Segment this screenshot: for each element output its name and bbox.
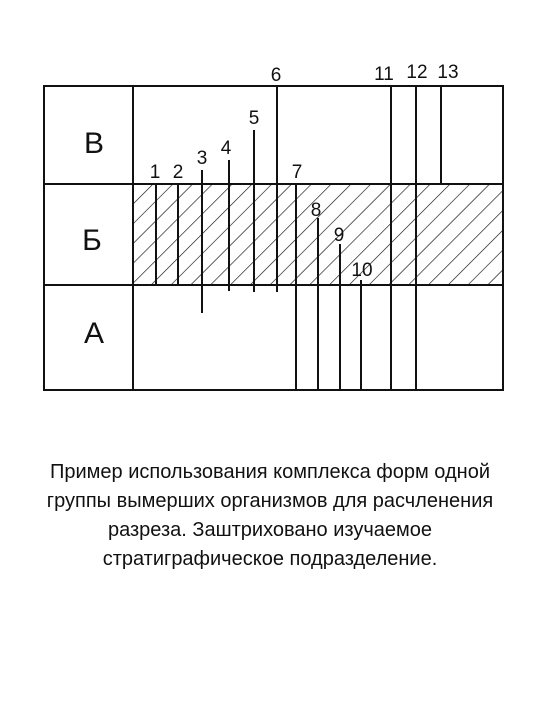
range-label-11: 11 [374,64,394,85]
row-label-a: А [83,317,105,350]
range-label-13: 13 [437,62,459,83]
figure-caption: Пример использования комплекса форм одной группы вымерших организмов для расчленения разреза. Заштриховано изучаемое стратиграфическое подразделение. [46,461,494,570]
range-label-10: 10 [351,260,373,281]
range-label-5: 5 [248,108,260,129]
range-label-1: 1 [149,162,161,183]
range-label-8: 8 [310,200,322,221]
range-label-6: 6 [270,65,282,86]
range-label-12: 12 [406,62,428,83]
range-label-2: 2 [172,162,184,183]
row-label-b: Б [82,224,102,257]
row-label-v: В [83,127,105,160]
range-label-9: 9 [333,225,345,246]
range-label-7: 7 [291,162,303,183]
range-label-3: 3 [196,148,208,169]
range-label-4: 4 [220,138,232,159]
